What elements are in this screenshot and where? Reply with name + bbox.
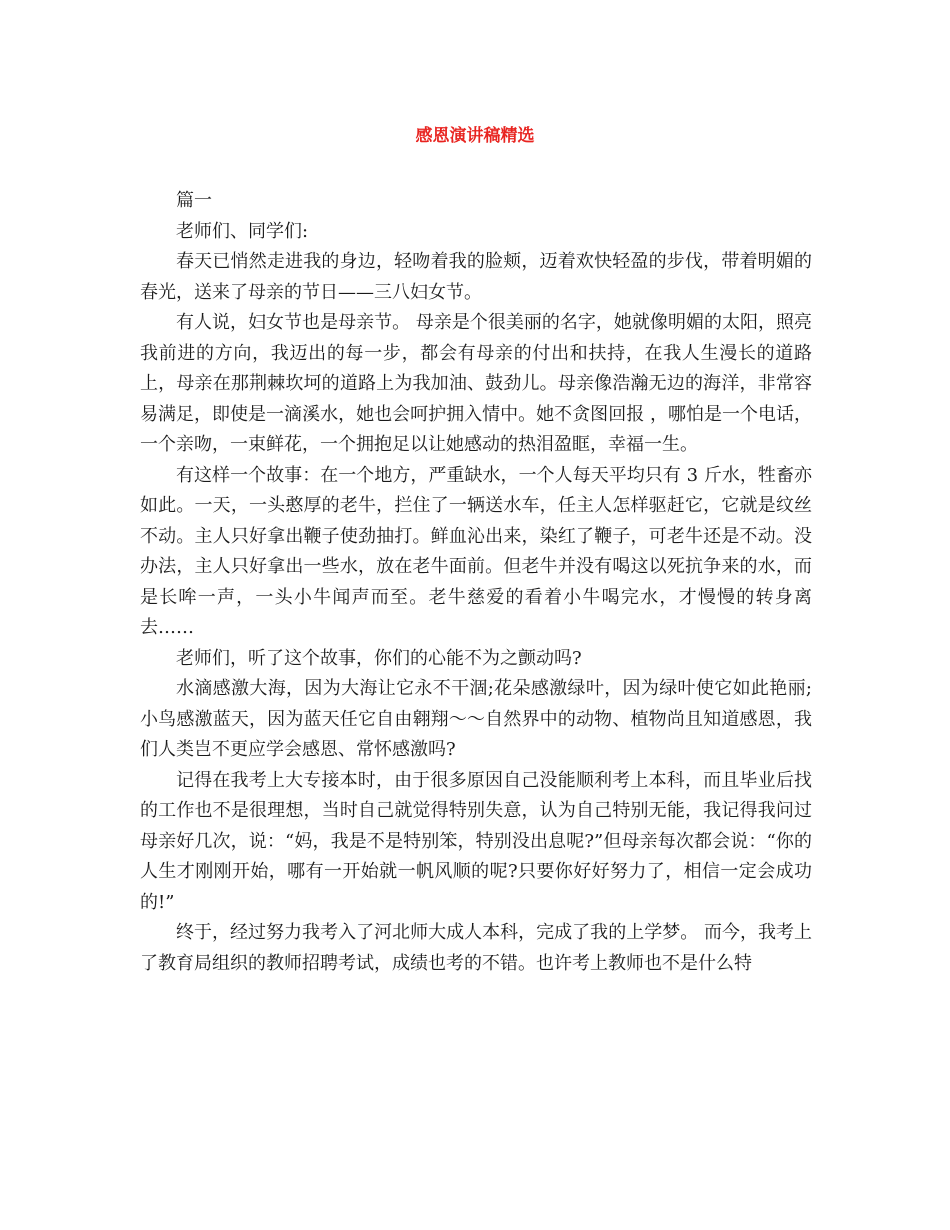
- paragraph: 老师们，听了这个故事，你们的心能不为之颤动吗?: [176, 647, 582, 669]
- document-title: 感恩演讲稿精选: [415, 126, 535, 146]
- paragraph: 春天已悄然走进我的身边，轻吻着我的脸颊，迈着欢快轻盈的步伐，带着明媚的春光，送来了母亲的节日——三八妇女节。: [140, 251, 812, 303]
- paragraph: 记得在我考上大专接本时，由于很多原因自己没能顺利考上本科，而且毕业后找的工作也不是很理想，当时自己就觉得特别失意，认为自己特别无能，我记得我问过母亲好几次，说：“妈，我是不是特别笨，特别没出息呢?”但母亲每次都会说：“你的人生才刚刚开始，哪有一开始就一帆风顺的呢?只要你好好努力了，相信一定会成功的!”: [140, 769, 812, 913]
- document-body: [140, 186, 812, 979]
- section-heading: 篇一: [176, 190, 212, 211]
- paragraph: 有这样一个故事：在一个地方，严重缺水，一个人每天平均只有 3 斤水，牲畜亦如此。一天，一头憨厚的老牛，拦住了一辆送水车，任主人怎样驱赶它，它就是纹丝不动。主人只好拿出鞭子使劲抽打。鲜血沁出来，染红了鞭子，可老牛还是不动。没办法，主人只好拿出一些水，放在老牛面前。但老牛并没有喝这以死抗争来的水，而是长哞一声，一头小牛闻声而至。老牛慈爱的看着小牛喝完水，才慢慢的转身离去……: [140, 464, 812, 638]
- paragraph: 终于，经过努力我考入了河北师大成人本科，完成了我的上学梦。 而今，我考上了教育局组织的教师招聘考试，成绩也考的不错。也许考上教师也不是什么特: [140, 922, 812, 974]
- paragraph: 水滴感激大海，因为大海让它永不干涸;花朵感激绿叶，因为绿叶使它如此艳丽;小鸟感激蓝天，因为蓝天任它自由翱翔～～自然界中的动物、植物尚且知道感恩，我们人类岂不更应学会感恩、常怀感激吗?: [140, 678, 812, 760]
- paragraph: 有人说，妇女节也是母亲节。 母亲是个很美丽的名字，她就像明媚的太阳，照亮我前进的方向，我迈出的每一步，都会有母亲的付出和扶持，在我人生漫长的道路上，母亲在那荆棘坎坷的道路上为我加油、鼓劲儿。母亲像浩瀚无边的海洋，非常容易满足，即使是一滴溪水，她也会呵护拥入情中。她不贪图回报 ，哪怕是一个电话，一个亲吻，一束鲜花，一个拥抱足以让她感动的热泪盈眶，幸福一生。: [140, 312, 812, 455]
- salutation: 老师们、同学们:: [176, 220, 309, 242]
